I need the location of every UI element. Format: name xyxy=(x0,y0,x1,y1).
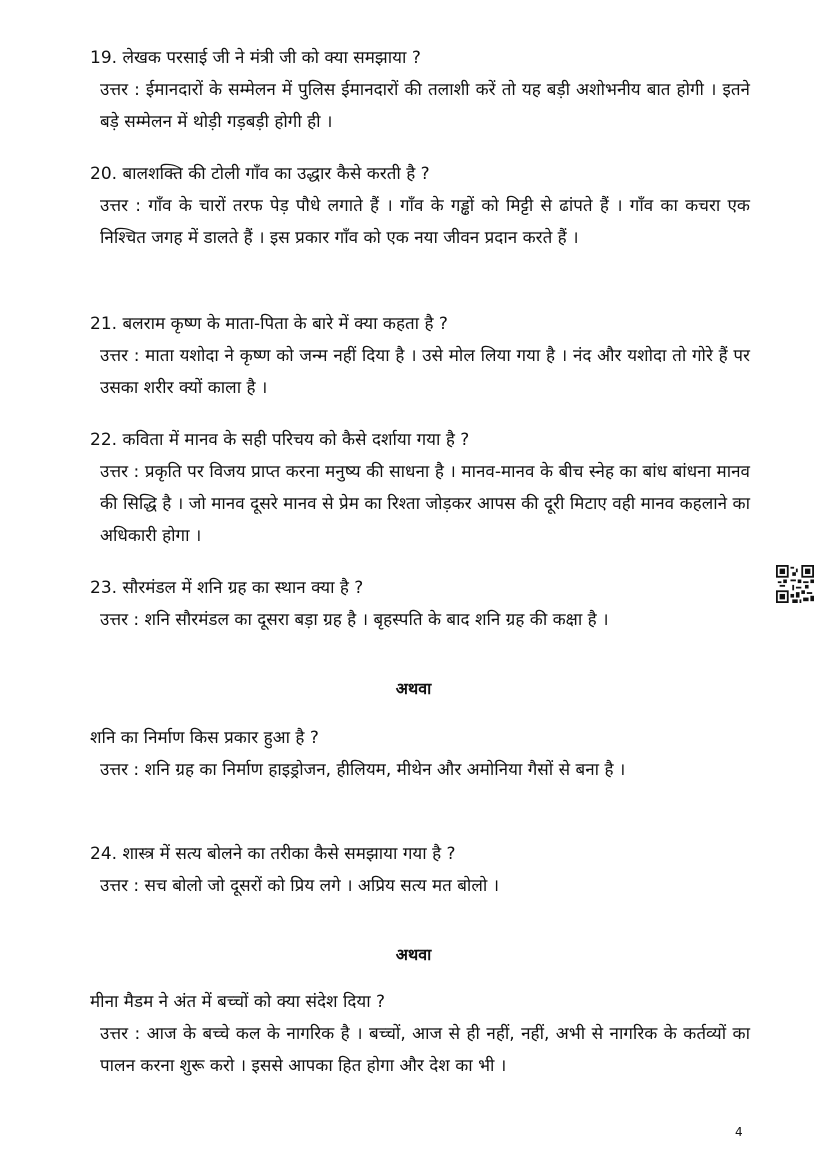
qr-code-icon xyxy=(776,565,814,603)
or-label-23: अथवा xyxy=(395,679,432,698)
alt-question-24 xyxy=(90,986,750,1082)
answer-19-text: उत्तर : ईमानदारों के सम्मेलन में पुलिस ईमानदारों की तलाशी करें तो यह बड़ी अशोभनीय बात होगी । इतने बड़े सम्मेलन में थोड़ी गड़बड़ी होगी ही । xyxy=(100,80,750,132)
answer-21-text: उत्तर : माता यशोदा ने कृष्ण को जन्म नहीं दिया है । उसे मोल लिया गया है । नंद और यशोदा तो गोरे हैं पर उसका शरीर क्यों काला है । xyxy=(100,346,750,398)
question-24-text: 24. शास्त्र में सत्य बोलने का तरीका कैसे समझाया गया है ? xyxy=(90,844,456,864)
question-19-text: 19. लेखक परसाई जी ने मंत्री जी को क्या समझाया ? xyxy=(90,48,421,68)
answer-20-text: उत्तर : गाँव के चारों तरफ पेड़ पौधे लगाते हैं । गाँव के गड्ढों को मिट्टी से ढांपते हैं । गाँव का कचरा एक निश्चित जगह में डालते हैं । इस प्रकार गाँव को एक नया जीवन प्रदान करते हैं । xyxy=(100,196,750,248)
alt-answer-24-text: उत्तर : आज के बच्चे कल के नागरिक है । बच्चों, आज से ही नहीं, नहीं, अभी से नागरिक के कर्तव्यों का पालन करना शुरू करो । इससे आपका हित होगा और देश का भी । xyxy=(100,1024,750,1076)
answer-24-text: उत्तर : सच बोलो जो दूसरों को प्रिय लगे । अप्रिय सत्य मत बोलो । xyxy=(100,876,500,896)
answer-23-text: उत्तर : शनि सौरमंडल का दूसरा बड़ा ग्रह है । बृहस्पति के बाद शनि ग्रह की कक्षा है । xyxy=(100,610,609,630)
question-24 xyxy=(90,838,750,902)
question-20-text: 20. बालशक्ति की टोली गाँव का उद्धार कैसे करती है ? xyxy=(90,164,430,184)
answer-22-text: उत्तर : प्रकृति पर विजय प्राप्त करना मनुष्य की साधना है । मानव-मानव के बीच स्नेह का बांध बांधना मानव की सिद्धि है । जो मानव दूसरे मानव से प्रेम का रिश्ता जोड़कर आपस की दूरी मिटाए वही मानव कहलाने का अधिकारी होगा । xyxy=(100,462,750,546)
alt-question-23-text: शनि का निर्माण किस प्रकार हुआ है ? xyxy=(90,728,319,748)
alt-answer-23-text: उत्तर : शनि ग्रह का निर्माण हाइड्रोजन, हीलियम, मीथेन और अमोनिया गैसों से बना है । xyxy=(100,760,626,780)
question-21 xyxy=(90,308,750,404)
question-23-text: 23. सौरमंडल में शनि ग्रह का स्थान क्या है ? xyxy=(90,578,364,598)
alt-question-24-text: मीना मैडम ने अंत में बच्चों को क्या संदेश दिया ? xyxy=(90,992,386,1012)
question-23 xyxy=(90,572,750,636)
question-19 xyxy=(90,42,750,138)
question-22-text: 22. कविता में मानव के सही परिचय को कैसे दर्शाया गया है ? xyxy=(90,430,470,450)
or-label-24: अथवा xyxy=(395,945,432,964)
question-20 xyxy=(90,158,750,254)
question-21-text: 21. बलराम कृष्ण के माता-पिता के बारे में क्या कहता है ? xyxy=(90,314,448,334)
question-22 xyxy=(90,424,750,552)
page-number: 4 xyxy=(735,1125,743,1139)
alt-question-23 xyxy=(90,722,750,786)
